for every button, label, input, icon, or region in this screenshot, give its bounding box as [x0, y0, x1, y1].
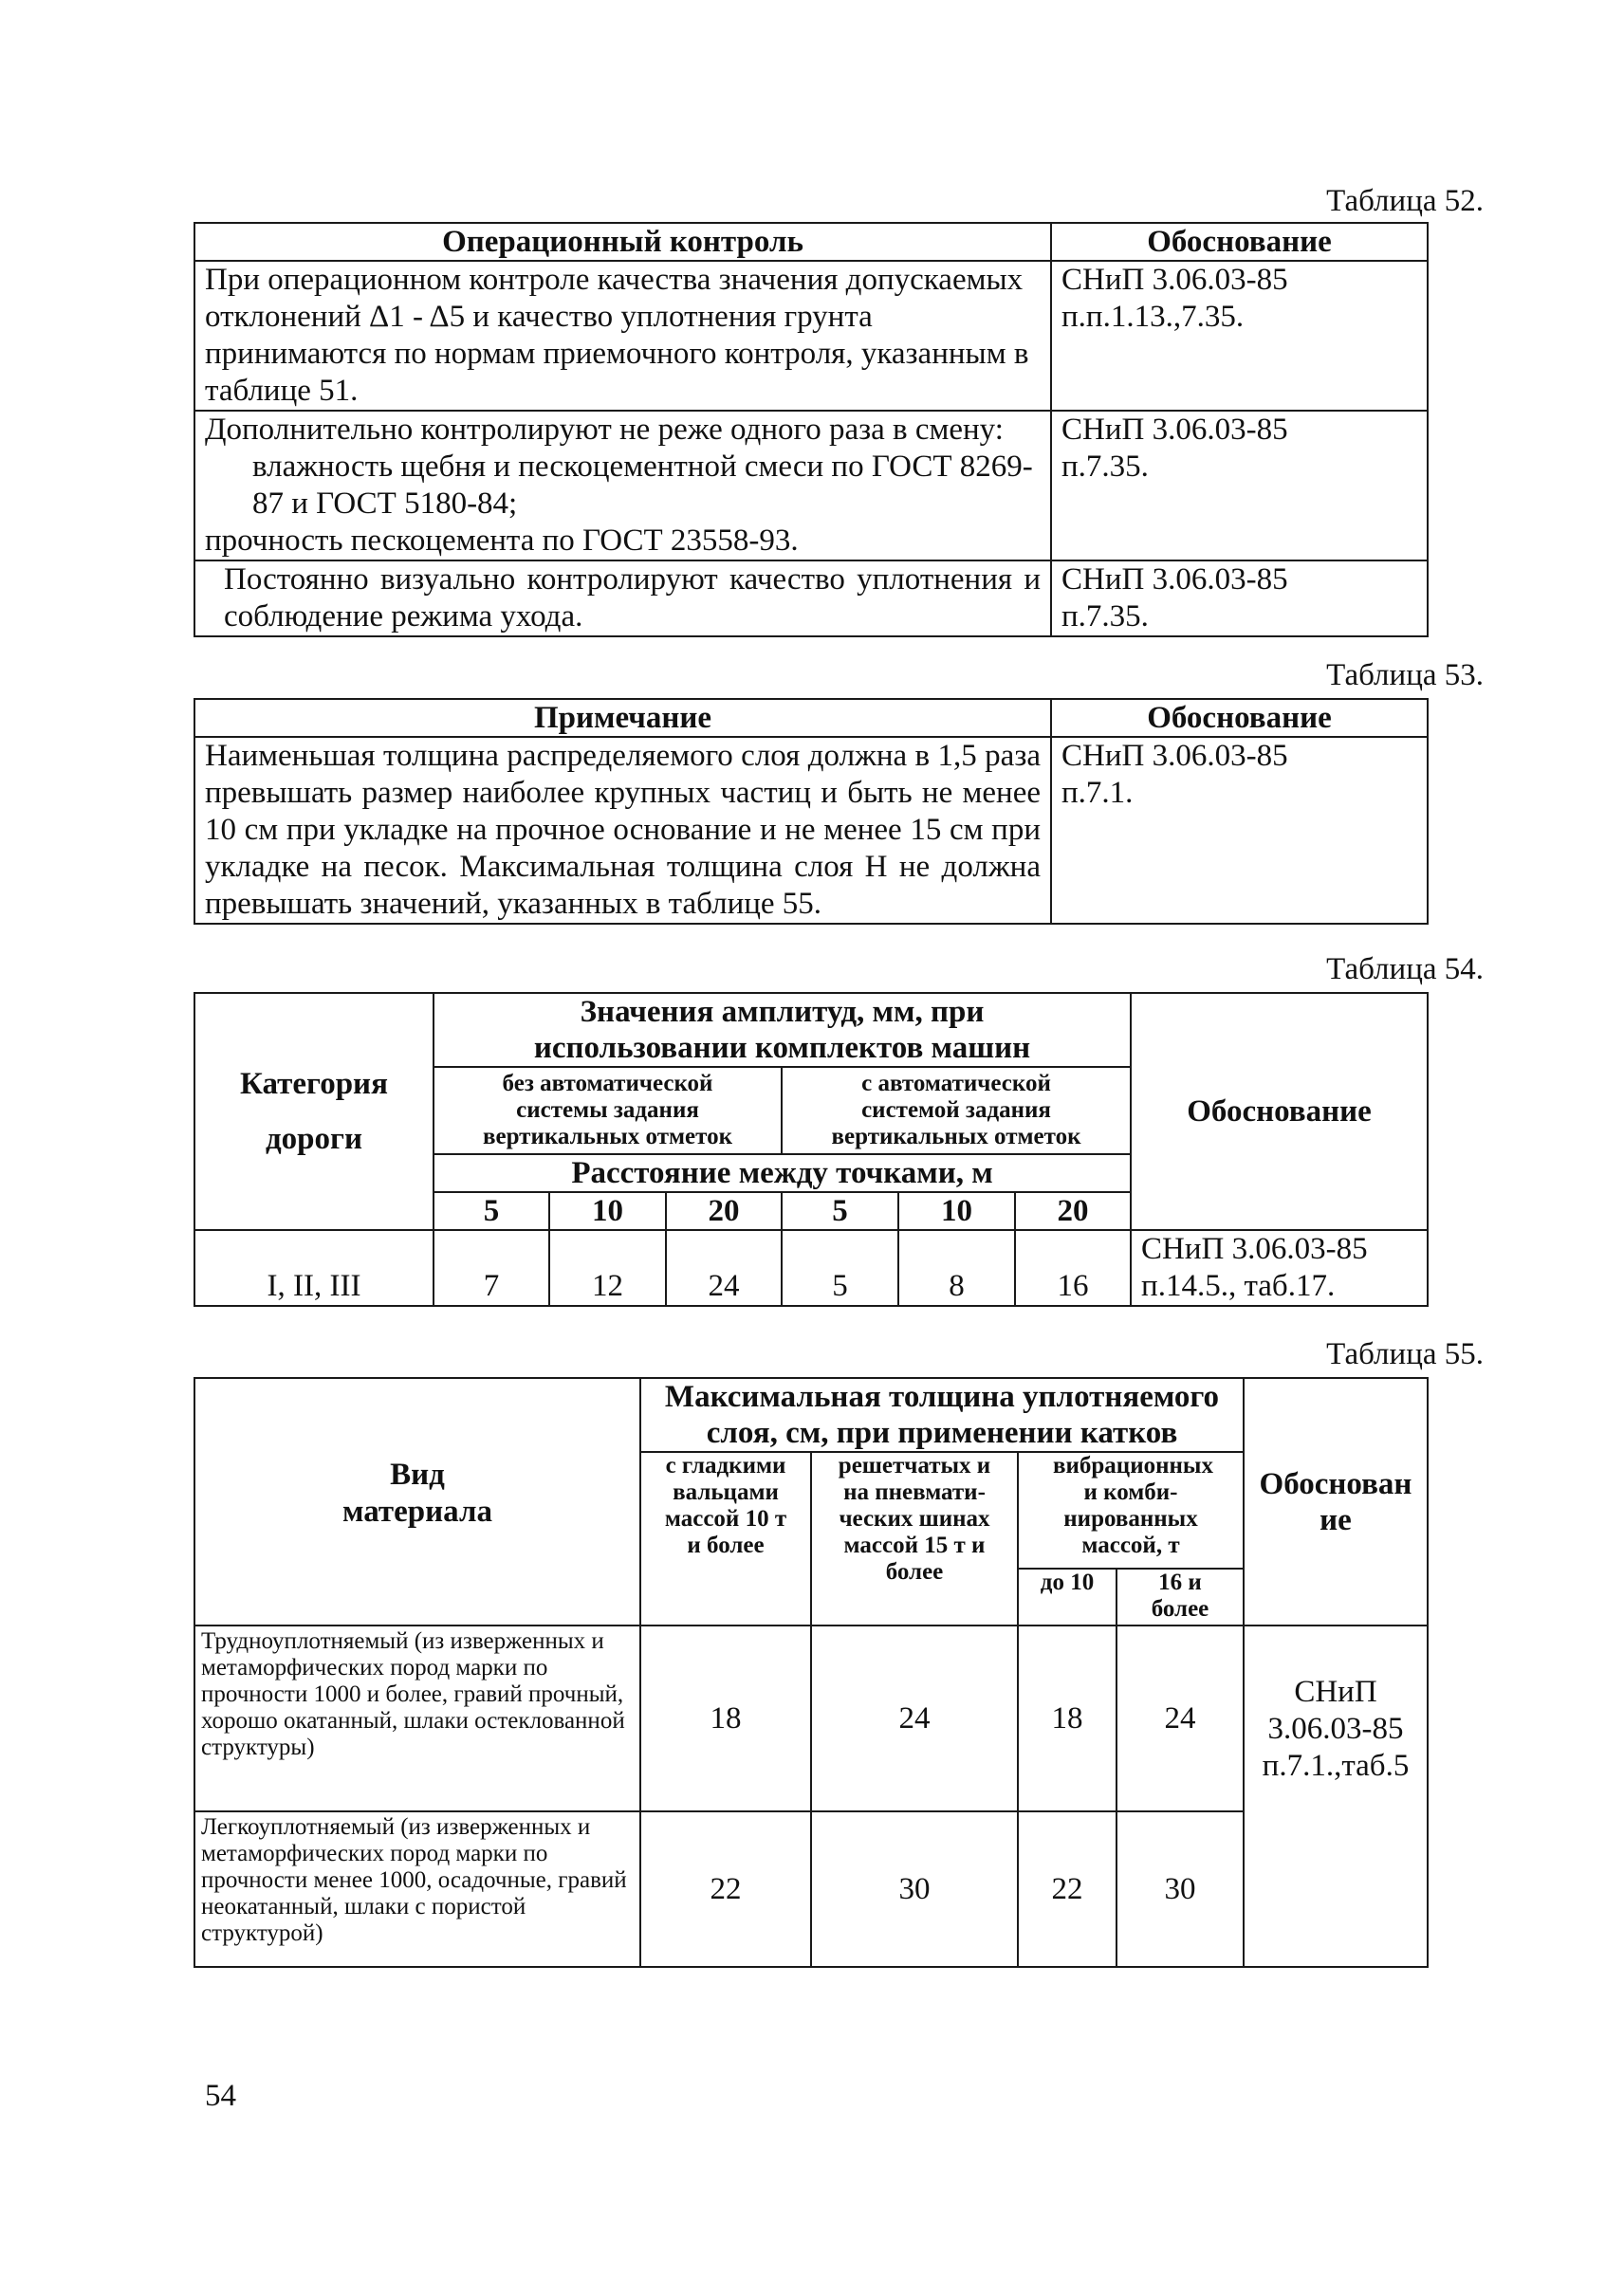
table-55-value: 30 [1116, 1811, 1244, 1967]
table-54-distance: 10 [549, 1192, 666, 1230]
table-54-distance: 20 [666, 1192, 782, 1230]
table-53-caption: Таблица 53. [1326, 658, 1484, 692]
table-52-row-2-basis [1051, 411, 1428, 560]
text-line: прочность пескоцемента по ГОСТ 23558-93. [205, 523, 799, 558]
table-55-material-header [194, 1378, 640, 1626]
table-55-mass-over-16: 16 и более [1116, 1569, 1244, 1626]
ref-line: п.14.5., таб.17. [1141, 1269, 1336, 1303]
header-line: с гладкими вальцами массой 10 т [664, 1453, 787, 1532]
table-52-row-2-text [194, 411, 1051, 560]
text-line: Постоянно визуально контролируют качество уплотнения и соблюдение режима ухода. [224, 562, 1041, 634]
table-52-caption: Таблица 52. [1326, 184, 1484, 218]
table-53-header-note: Примечание [194, 699, 1051, 737]
ref-line: п.п.1.13.,7.35. [1061, 300, 1245, 334]
table-55-value: 18 [1018, 1626, 1116, 1811]
table-54-value: 12 [549, 1230, 666, 1306]
table-55-basis [1244, 1626, 1428, 1967]
ref-line: СНиП 3.06.03-85 [1061, 413, 1288, 447]
table-53-header-basis: Обоснование [1051, 699, 1428, 737]
page-number: 54 [205, 2079, 236, 2113]
table-55-basis-header: Обоснован ие [1244, 1378, 1428, 1626]
table-54-basis-header: Обоснование [1131, 993, 1428, 1230]
table-52-row-1-text: При операционном контроле качества значения допускаемых отклонений Δ1 - Δ5 и качество уплотнения грунта принимаются по нормам приемочного контроля, указанным в таблице 51. [194, 261, 1051, 411]
table-55-value: 30 [811, 1811, 1018, 1967]
header-line: Категория [240, 1067, 388, 1101]
table-55-smooth-roller-header [640, 1452, 811, 1626]
table-55-material-hard: Трудноуплотняемый (из изверженных и метаморфических пород марки по прочности 1000 и более, гравий прочный, хорошо окатанный, шлаки остеклованной структуры) [194, 1626, 640, 1811]
ref-line: СНиП 3.06.03-85 [1061, 739, 1288, 773]
table-52-header-basis: Обоснование [1051, 223, 1428, 261]
ref-line: п.7.35. [1061, 599, 1149, 634]
table-54-distance: 20 [1015, 1192, 1131, 1230]
ref-line: п.7.1. [1061, 776, 1134, 810]
table-53 [194, 698, 1429, 925]
table-54-value: 7 [434, 1230, 549, 1306]
table-54-amplitude-header: Значения амплитуд, мм, при использовании комплектов машин [434, 993, 1131, 1067]
ref-line: 3.06.03-85 [1267, 1712, 1404, 1746]
table-55-value: 18 [640, 1626, 811, 1811]
table-55-value: 24 [811, 1626, 1018, 1811]
ref-line: СНиП 3.06.03-85 [1141, 1232, 1368, 1266]
table-52 [194, 222, 1429, 637]
table-55-vibro-roller-header: вибрационных и комби-нированных массой, т [1018, 1452, 1244, 1569]
table-52-row-1-basis [1051, 261, 1428, 411]
table-54-value: 16 [1015, 1230, 1131, 1306]
table-55-max-thickness-header: Максимальная толщина уплотняемого слоя, см, при применении катков [640, 1378, 1244, 1452]
table-54-distance: 5 [782, 1192, 898, 1230]
ref-line: СНиП 3.06.03-85 [1061, 263, 1288, 297]
table-54-no-auto-header: без автоматической системы задания вертикальных отметок [434, 1067, 782, 1154]
table-54-caption: Таблица 54. [1326, 952, 1484, 986]
table-54-distance-header: Расстояние между точками, м [434, 1154, 1131, 1192]
header-line: Вид [390, 1458, 445, 1492]
table-54-category: I, II, III [194, 1230, 434, 1306]
table-54-distance: 5 [434, 1192, 549, 1230]
table-54-auto-header: с автоматической системой задания вертикальных отметок [782, 1067, 1131, 1154]
table-52-row-3-text [194, 560, 1051, 636]
table-55-caption: Таблица 55. [1326, 1337, 1484, 1371]
table-54-value: 5 [782, 1230, 898, 1306]
table-55-material-light: Легкоуплотняемый (из изверженных и метаморфических пород марки по прочности менее 1000, осадочные, гравий неокатанный, шлаки с пористой структурой) [194, 1811, 640, 1967]
table-55-value: 22 [640, 1811, 811, 1967]
table-54-value: 24 [666, 1230, 782, 1306]
ref-line: СНиП 3.06.03-85 [1061, 562, 1288, 597]
text-line: влажность щебня и пескоцементной смеси по ГОСТ 8269-87 и ГОСТ 5180-84; [252, 450, 1033, 521]
header-line: и более [687, 1533, 765, 1558]
text-line: Дополнительно контролируют не реже одного раза в смену: [205, 413, 1004, 447]
table-53-basis [1051, 737, 1428, 924]
table-55-value: 24 [1116, 1626, 1244, 1811]
table-53-note-text: Наименьшая толщина распределяемого слоя должна в 1,5 раза превышать размер наиболее крупных частиц и быть не менее 10 см при укладке на прочное основание и не менее 15 см при укладке на песок. Максимальная толщина слоя Н не должна превышать значений, указанных в таблице 55. [194, 737, 1051, 924]
table-55-grid-roller-header: решетчатых и на пневмати-ческих шинах массой 15 т и более [811, 1452, 1018, 1626]
table-55-value: 22 [1018, 1811, 1116, 1967]
table-54-value: 8 [898, 1230, 1015, 1306]
ref-line: п.7.35. [1061, 450, 1149, 484]
header-line: дороги [265, 1122, 363, 1156]
ref-line: п.7.1.,таб.5 [1262, 1749, 1410, 1783]
header-line: материала [342, 1495, 492, 1529]
table-54-distance: 10 [898, 1192, 1015, 1230]
table-55-mass-upto-10: до 10 [1018, 1569, 1116, 1626]
table-52-row-3-basis [1051, 560, 1428, 636]
table-54-basis [1131, 1230, 1428, 1306]
ref-line: СНиП [1294, 1675, 1377, 1709]
table-54-category-header [194, 993, 434, 1230]
table-55 [194, 1377, 1429, 1968]
table-54 [194, 992, 1429, 1307]
table-52-header-control: Операционный контроль [194, 223, 1051, 261]
